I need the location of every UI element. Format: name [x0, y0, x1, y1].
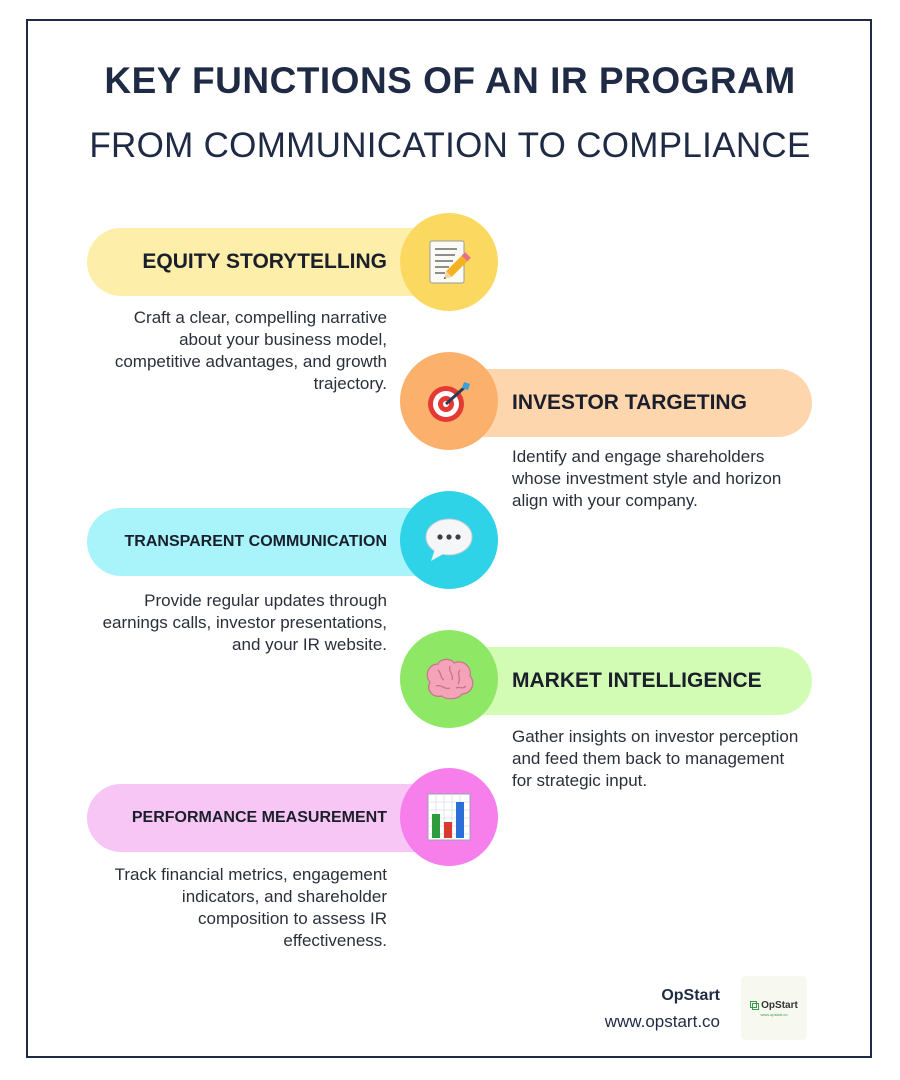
logo-wordmark	[750, 1000, 798, 1011]
page-subtitle: FROM COMMUNICATION TO COMPLIANCE	[89, 126, 811, 165]
market-intelligence-label: MARKET INTELLIGENCE	[512, 669, 762, 692]
page-title: KEY FUNCTIONS OF AN IR PROGRAM	[104, 60, 796, 101]
investor-targeting-label: INVESTOR TARGETING	[512, 391, 747, 414]
logo-text: OpStart	[761, 999, 798, 1011]
target-dart-icon	[400, 352, 498, 450]
performance-measurement-description: Track financial metrics, engagement indicators, and shareholder composition to assess IR effectiveness.	[114, 865, 387, 950]
equity-storytelling-label: EQUITY STORYTELLING	[142, 250, 387, 273]
bar-chart-icon	[400, 768, 498, 866]
performance-measurement-label: PERFORMANCE MEASUREMENT	[131, 809, 387, 826]
opstart-logo	[741, 976, 807, 1040]
transparent-communication-label: TRANSPARENT COMMUNICATION	[124, 533, 387, 550]
speech-bubble-icon	[400, 491, 498, 589]
footer-brand-url[interactable]: www.opstart.co	[604, 1012, 720, 1031]
market-intelligence-description: Gather insights on investor perception and feed them back to management for strategic input.	[512, 727, 799, 790]
footer-brand-name: OpStart	[661, 987, 720, 1004]
equity-storytelling-description: Craft a clear, compelling narrative about your business model, competitive advantages, and growth trajectory.	[114, 308, 387, 393]
transparent-communication-description: Provide regular updates through earnings calls, investor presentations, and your IR website.	[102, 591, 387, 654]
memo-pencil-icon	[400, 213, 498, 311]
brain-icon	[400, 630, 498, 728]
logo-subtext: www.opstart.co	[760, 1011, 788, 1017]
logo-mark-icon	[750, 1001, 759, 1010]
investor-targeting-description: Identify and engage shareholders whose investment style and horizon align with your company.	[512, 447, 782, 510]
